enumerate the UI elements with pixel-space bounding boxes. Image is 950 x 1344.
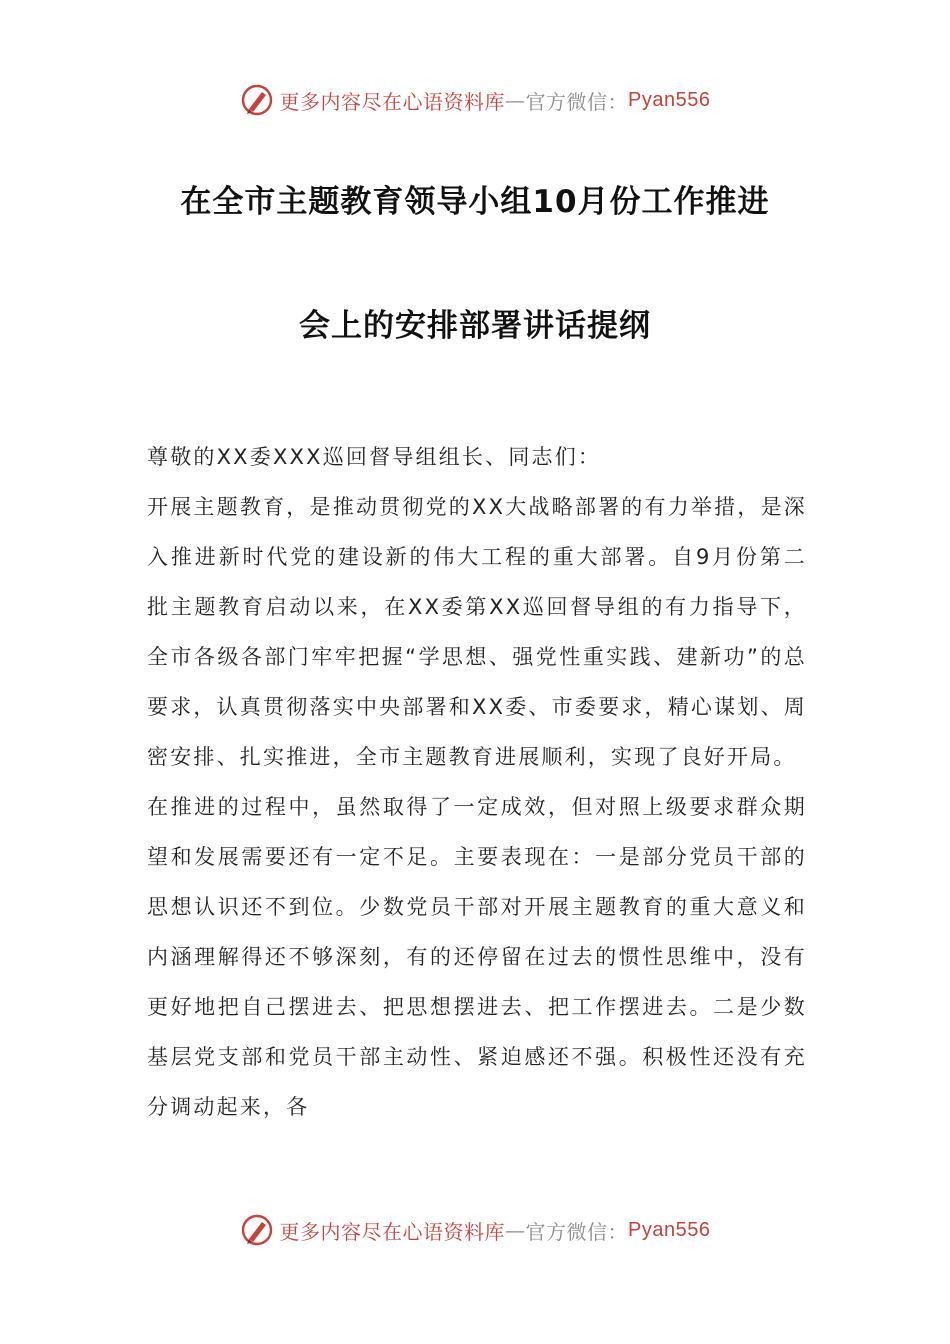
watermark-separator: — xyxy=(505,88,526,112)
watermark-label: 官方微信： xyxy=(525,89,629,114)
document-title-line-1: 在全市主题教育领导小组10月份工作推进 xyxy=(180,184,770,220)
watermark-wechat-id: Pyan556 xyxy=(628,1218,711,1241)
document-body xyxy=(147,432,807,1132)
pen-circle-logo-icon xyxy=(240,1213,274,1247)
salutation: 尊敬的XX委XXX巡回督导组组长、同志们： xyxy=(147,445,602,469)
watermark-label: 官方微信： xyxy=(525,1219,629,1244)
header-watermark xyxy=(0,80,950,120)
document-title-line-2: 会上的安排部署讲话提纲 xyxy=(299,308,651,344)
watermark-separator: — xyxy=(505,1218,526,1242)
paragraph-2: 在推进的过程中，虽然取得了一定成效，但对照上级要求群众期望和发展需要还有一定不足。主要表现在：一是部分党员干部的思想认识还不到位。少数党员干部对开展主题教育的重大意义和内涵理解得还不够深刻，有的还停留在过去的惯性思维中，没有更好地把自己摆进去、把思想摆进去、把工作摆进去。二是少数基层党支部和党员干部主动性、紧迫感还不强。积极性还没有充分调动起来，各 xyxy=(147,795,807,1119)
paragraph-1: 开展主题教育，是推动贯彻党的XX大战略部署的有力举措，是深入推进新时代党的建设新的伟大工程的重大部署。自9月份第二批主题教育启动以来，在XX委第XX巡回督导组的有力指导下，全市各级各部门牢牢把握“学思想、强党性重实践、建新功”的总要求，认真贯彻落实中央部署和XX委、市委要求，精心谋划、周密安排、扎实推进，全市主题教育进展顺利，实现了良好开局。 xyxy=(147,495,807,769)
watermark-wechat-id: Pyan556 xyxy=(628,88,711,111)
watermark-main-text: 更多内容尽在心语资料库 xyxy=(279,1219,506,1244)
watermark-main-text: 更多内容尽在心语资料库 xyxy=(279,89,506,114)
pen-circle-logo-icon xyxy=(240,83,274,117)
footer-watermark xyxy=(0,1210,950,1250)
